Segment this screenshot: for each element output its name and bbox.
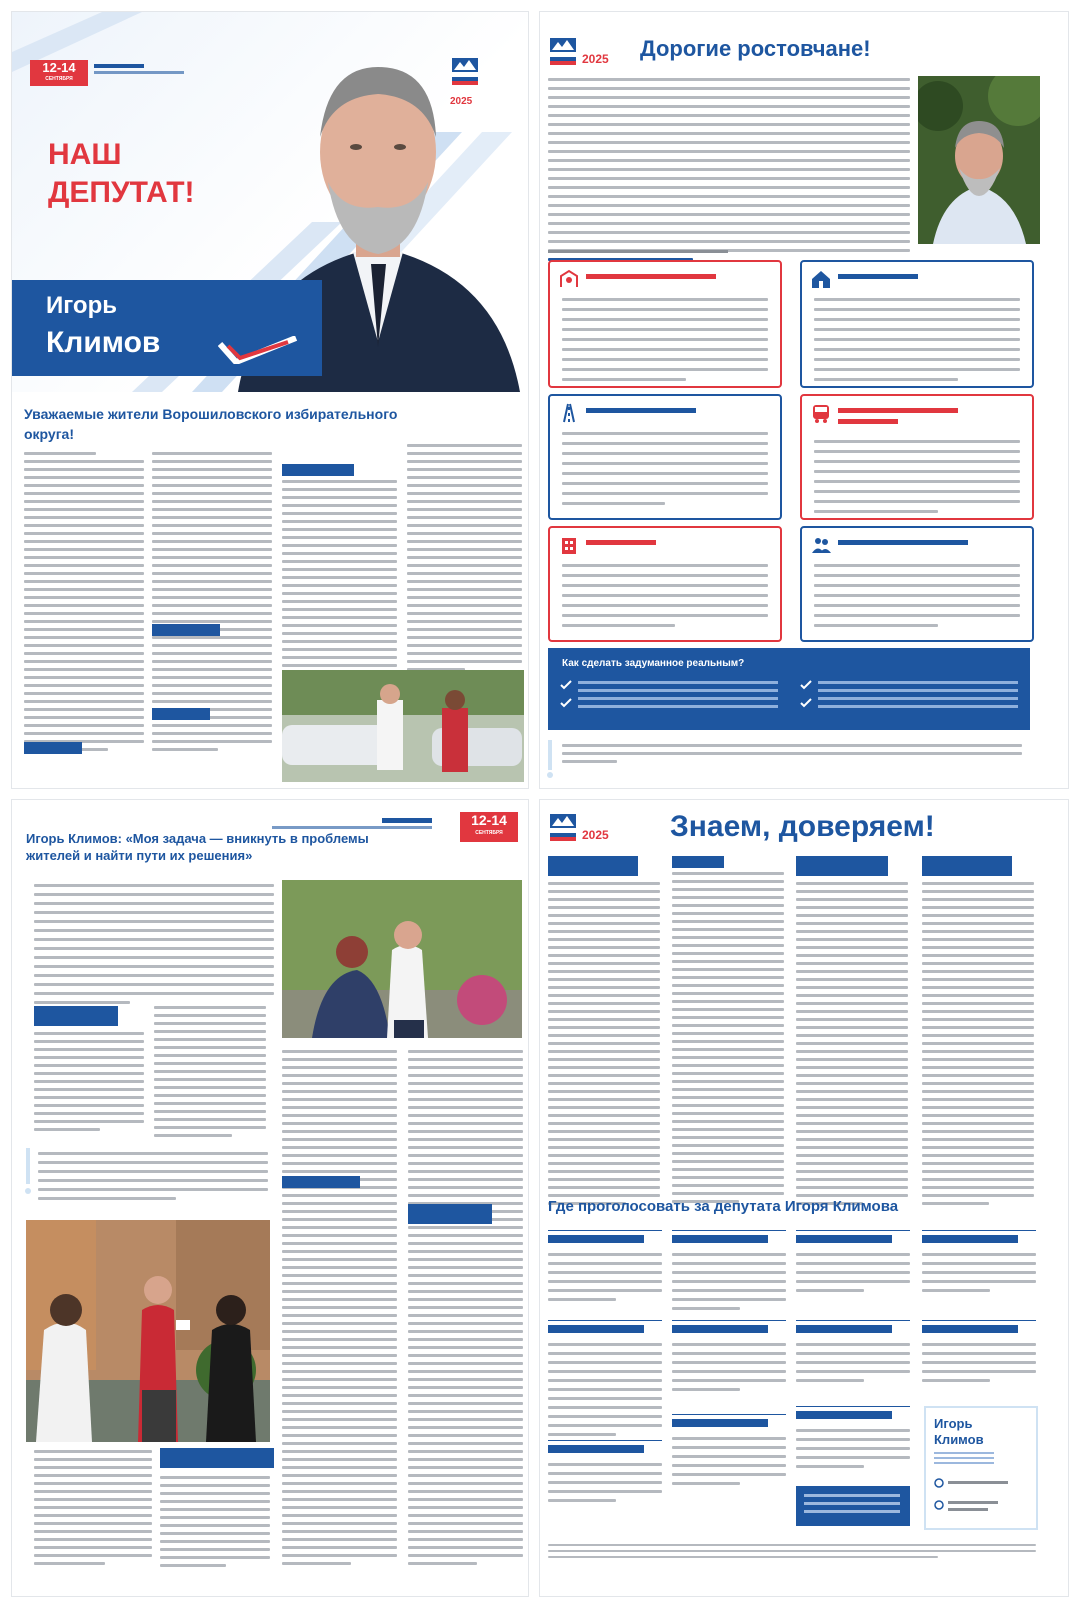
quote-bar: [26, 1148, 30, 1184]
phone-icon: [934, 1478, 944, 1488]
section-tag-d: [282, 464, 354, 476]
leaflet-page-cover: [12, 12, 528, 788]
testimonial-3: [796, 882, 908, 1205]
quote-dot: [25, 1188, 31, 1194]
card-title-placeholder: [838, 538, 968, 547]
party-checkmark-icon: [218, 336, 298, 364]
polling-station-card: [796, 1230, 910, 1307]
section-tag: [282, 1176, 360, 1188]
testimonial-4: [922, 882, 1034, 1205]
election-date: 12-14: [42, 60, 76, 75]
banner-lines-2: [818, 681, 1018, 711]
card-text: [814, 564, 1020, 627]
utility-building-icon: [558, 534, 580, 556]
quote-dot: [547, 772, 553, 778]
column-a: [34, 1032, 144, 1131]
card-transport: [800, 394, 1034, 520]
party-logo-icon: [548, 812, 578, 848]
quote-bar: [548, 740, 552, 770]
intro-text: [548, 78, 910, 261]
polling-station-card: [672, 1320, 786, 1401]
body-column-1b: [152, 452, 272, 751]
section-tag: [34, 1006, 118, 1026]
card-title-placeholder: [838, 272, 918, 281]
party-year: 2025: [582, 52, 609, 66]
polling-station-card: [672, 1414, 786, 1491]
leaflet-page-interview: [12, 800, 528, 1596]
section-tag: [160, 1448, 274, 1468]
author-tag: [796, 856, 888, 876]
card-text: [814, 440, 1020, 513]
section-tag-c: [152, 708, 210, 720]
testimonial-1: [548, 882, 660, 1205]
leaflet-page-programme: [540, 12, 1068, 788]
card-courtyards: [800, 260, 1034, 388]
banner-title: Как сделать задуманное реальным?: [562, 658, 745, 669]
polling-station-card: [922, 1320, 1036, 1397]
contact-first-name: Игорь: [934, 1416, 973, 1431]
card-social-sphere: [800, 526, 1034, 642]
imprint-footer: [548, 1544, 1036, 1558]
election-date-chip: [460, 812, 518, 842]
body-column-2: [282, 480, 397, 683]
card-title-placeholder: [838, 406, 958, 426]
column-b: [154, 1006, 266, 1137]
playground-icon: [558, 268, 580, 290]
testimonial-2: [672, 872, 784, 1203]
column-f: [160, 1476, 270, 1567]
election-month: СЕНТЯБРЯ: [45, 76, 73, 82]
card-title-placeholder: [586, 538, 656, 547]
section-tag-a: [24, 742, 82, 754]
column-e: [34, 1450, 152, 1565]
hero-title: [48, 136, 195, 212]
polling-station-card: [672, 1230, 786, 1307]
card-title-placeholder: [586, 406, 696, 415]
body-column-1: [24, 452, 144, 751]
card-yard-district: [548, 260, 782, 388]
polling-station-card: [548, 1320, 662, 1431]
election-caption: [262, 818, 432, 829]
polling-station-card: [548, 1440, 662, 1517]
street-photo-cars: [282, 670, 524, 782]
interview-headline: Игорь Климов: «Моя задача — вникнуть в проблемы жителей и найти пути их решения»: [26, 831, 369, 863]
name-panel: [12, 280, 322, 376]
election-caption: [94, 64, 204, 74]
polling-station-card: [548, 1230, 662, 1307]
polling-station-card: [796, 1406, 910, 1477]
author-tag: [672, 856, 724, 868]
banner-lines: [578, 681, 778, 711]
election-date: 12-14: [471, 812, 507, 828]
check-icon: [560, 698, 572, 708]
vote-heading: Где проголосовать за депутата Игоря Климова: [548, 1198, 899, 1215]
pull-quote: [38, 1152, 268, 1200]
card-title-placeholder: [586, 272, 716, 281]
candidate-last-name: Климов: [46, 326, 161, 359]
card-text: [562, 564, 768, 627]
author-tag: [922, 856, 1012, 876]
card-text: [562, 432, 768, 505]
election-date-chip: [30, 60, 88, 86]
column-c: [282, 1050, 397, 1565]
hero-title-line1: НАШ: [48, 138, 122, 171]
section-tag-b: [152, 624, 220, 636]
party-year: 2025: [582, 828, 609, 842]
candidate-photo-garden: [918, 76, 1040, 244]
section-tag: [408, 1204, 492, 1224]
card-text: [562, 298, 768, 381]
leaflet-page-testimonials: [540, 800, 1068, 1596]
greeting-heading: Уважаемые жители Ворошиловского избирательного округа!: [24, 406, 398, 442]
card-utilities: [548, 526, 782, 642]
card-modern-roads: [548, 394, 782, 520]
check-icon: [560, 680, 572, 690]
check-icon: [800, 698, 812, 708]
appeal-signoff: [548, 250, 728, 253]
body-column-3: [407, 444, 522, 671]
column-d: [408, 1050, 523, 1565]
bus-icon: [810, 402, 832, 424]
polling-station-card: [922, 1230, 1036, 1307]
card-text: [814, 298, 1020, 381]
hero-title-line2: ДЕПУТАТ!: [48, 176, 195, 209]
lead-text: [34, 884, 274, 1004]
page-title: Дорогие ростовчане!: [640, 36, 871, 61]
photo-courtyard-talk: [26, 1220, 270, 1442]
how-to-banner: [548, 648, 1030, 730]
photo-resident-meeting: [282, 880, 522, 1038]
voting-note: [796, 1486, 910, 1526]
party-year: 2025: [450, 96, 473, 107]
house-icon: [810, 268, 832, 290]
social-people-icon: [810, 534, 832, 556]
clock-icon: [934, 1500, 944, 1510]
road-icon: [558, 402, 580, 424]
contact-last-name: Климов: [934, 1432, 984, 1447]
contact-card: [924, 1406, 1038, 1530]
election-month: СЕНТЯБРЯ: [475, 830, 503, 836]
party-logo-icon: [548, 36, 578, 72]
check-icon: [800, 680, 812, 690]
page-title: Знаем, доверяем!: [670, 810, 935, 843]
polling-station-card: [796, 1320, 910, 1397]
closing-quote: [562, 744, 1022, 763]
candidate-first-name: Игорь: [46, 292, 118, 319]
author-tag: [548, 856, 638, 876]
